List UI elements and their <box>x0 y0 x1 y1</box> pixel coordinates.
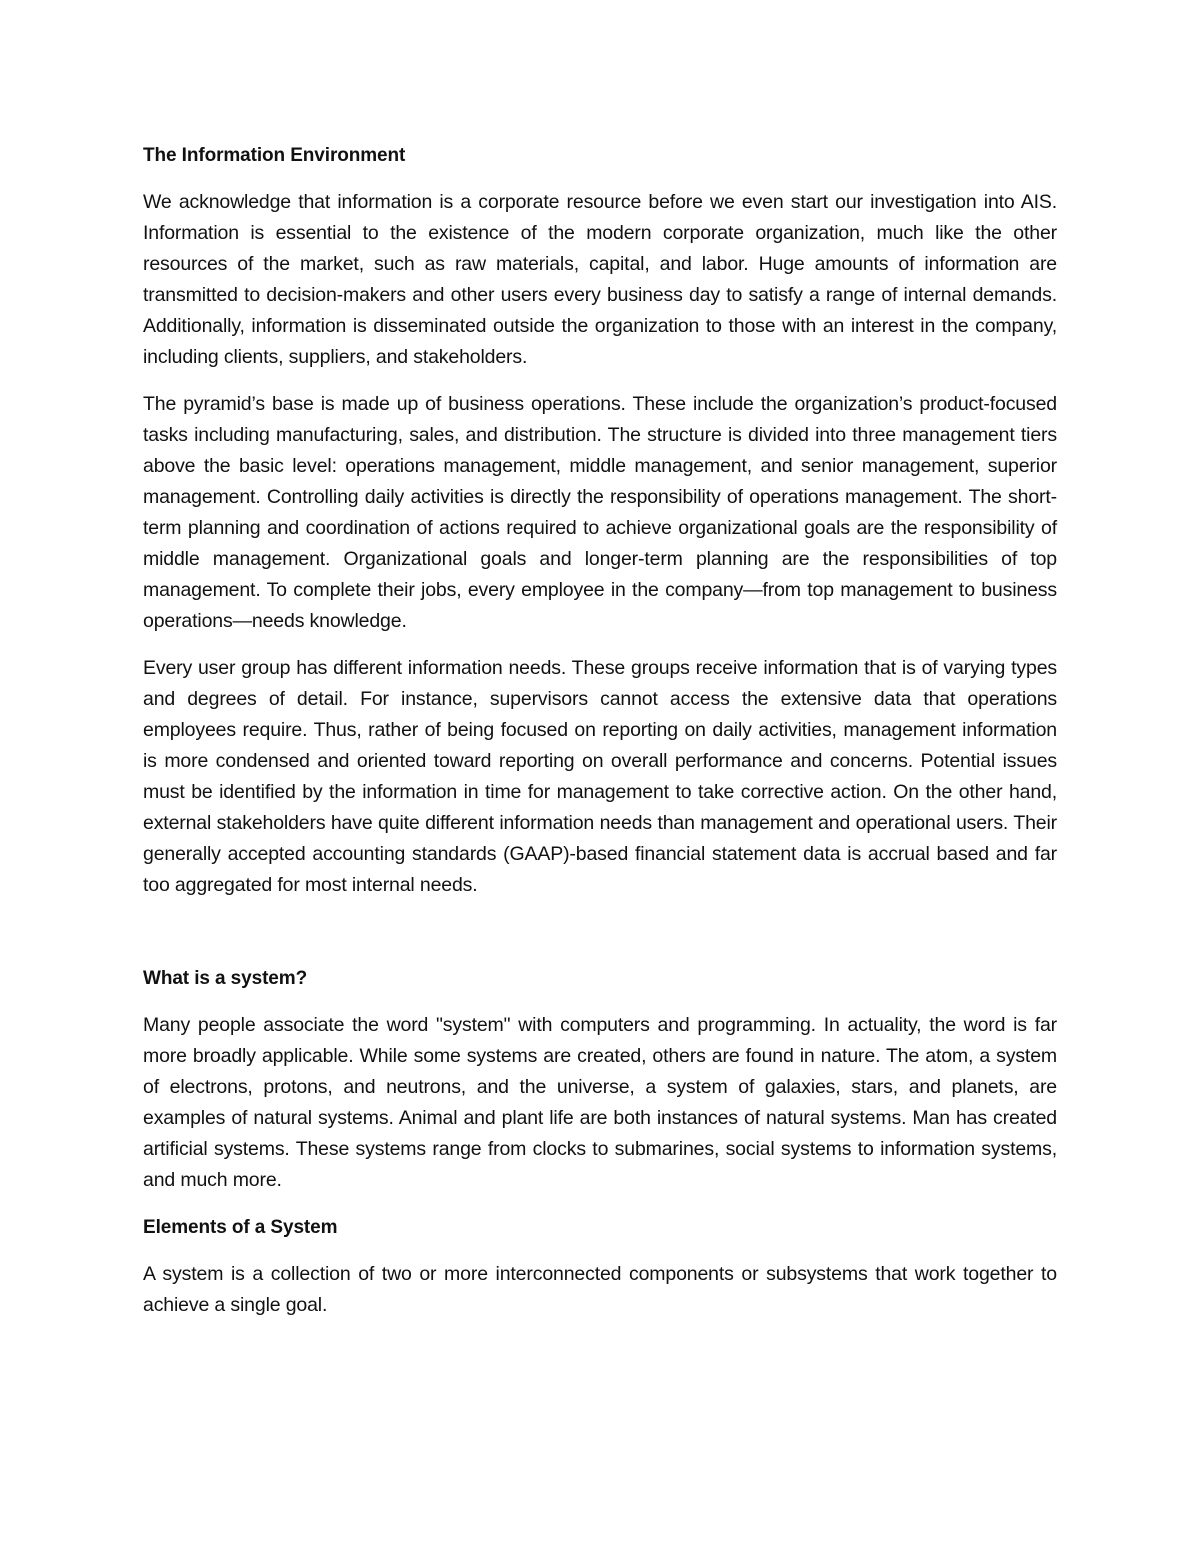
section-heading-what-is-a-system: What is a system? <box>143 968 308 989</box>
document-body <box>143 140 1057 1337</box>
paragraph-information-resource: We acknowledge that information is a corporate resource before we even start our investigation into AIS. Information is essential to the existence of the modern corporate organization, much like the other resources of the market, such as raw materials, capital, and labor. Huge amounts of information are transmitted to decision-makers and other users every business day to satisfy a range of internal demands. Additionally, information is disseminated outside the organization to those with an interest in the company, including clients, suppliers, and stakeholders. <box>143 191 1057 368</box>
section-spacer <box>143 917 1057 963</box>
paragraph-system-elements: A system is a collection of two or more interconnected components or subsystems that work together to achieve a single goal. <box>143 1263 1057 1316</box>
paragraph-user-groups: Every user group has different information needs. These groups receive information that is of varying types and degrees of detail. For instance, supervisors cannot access the extensive data that operations employees require. Thus, rather of being focused on reporting on daily activities, management information is more condensed and oriented toward reporting on overall performance and concerns. Potential issues must be identified by the information in time for management to take corrective action. On the other hand, external stakeholders have quite different information needs than management and operational users. Their generally accepted accounting standards (GAAP)-based financial statement data is accrual based and far too aggregated for most internal needs. <box>143 657 1057 896</box>
paragraph-pyramid-base: The pyramid’s base is made up of business operations. These include the organization’s product-focused tasks including manufacturing, sales, and distribution. The structure is divided into three management tiers above the basic level: operations management, middle management, and senior management, superior management. Controlling daily activities is directly the responsibility of operations management. The short-term planning and coordination of actions required to achieve organizational goals are the responsibility of middle management. Organizational goals and longer-term planning are the responsibilities of top management. To complete their jobs, every employee in the company—from top management to business operations—needs knowledge. <box>143 393 1057 632</box>
section-heading-elements-of-a-system: Elements of a System <box>143 1217 338 1238</box>
section-heading-information-environment: The Information Environment <box>143 145 406 166</box>
paragraph-system-definition: Many people associate the word "system" with computers and programming. In actuality, the word is far more broadly applicable. While some systems are created, others are found in nature. The atom, a system of electrons, protons, and neutrons, and the universe, a system of galaxies, stars, and planets, are examples of natural systems. Animal and plant life are both instances of natural systems. Man has created artificial systems. These systems range from clocks to submarines, social systems to information systems, and much more. <box>143 1014 1057 1191</box>
